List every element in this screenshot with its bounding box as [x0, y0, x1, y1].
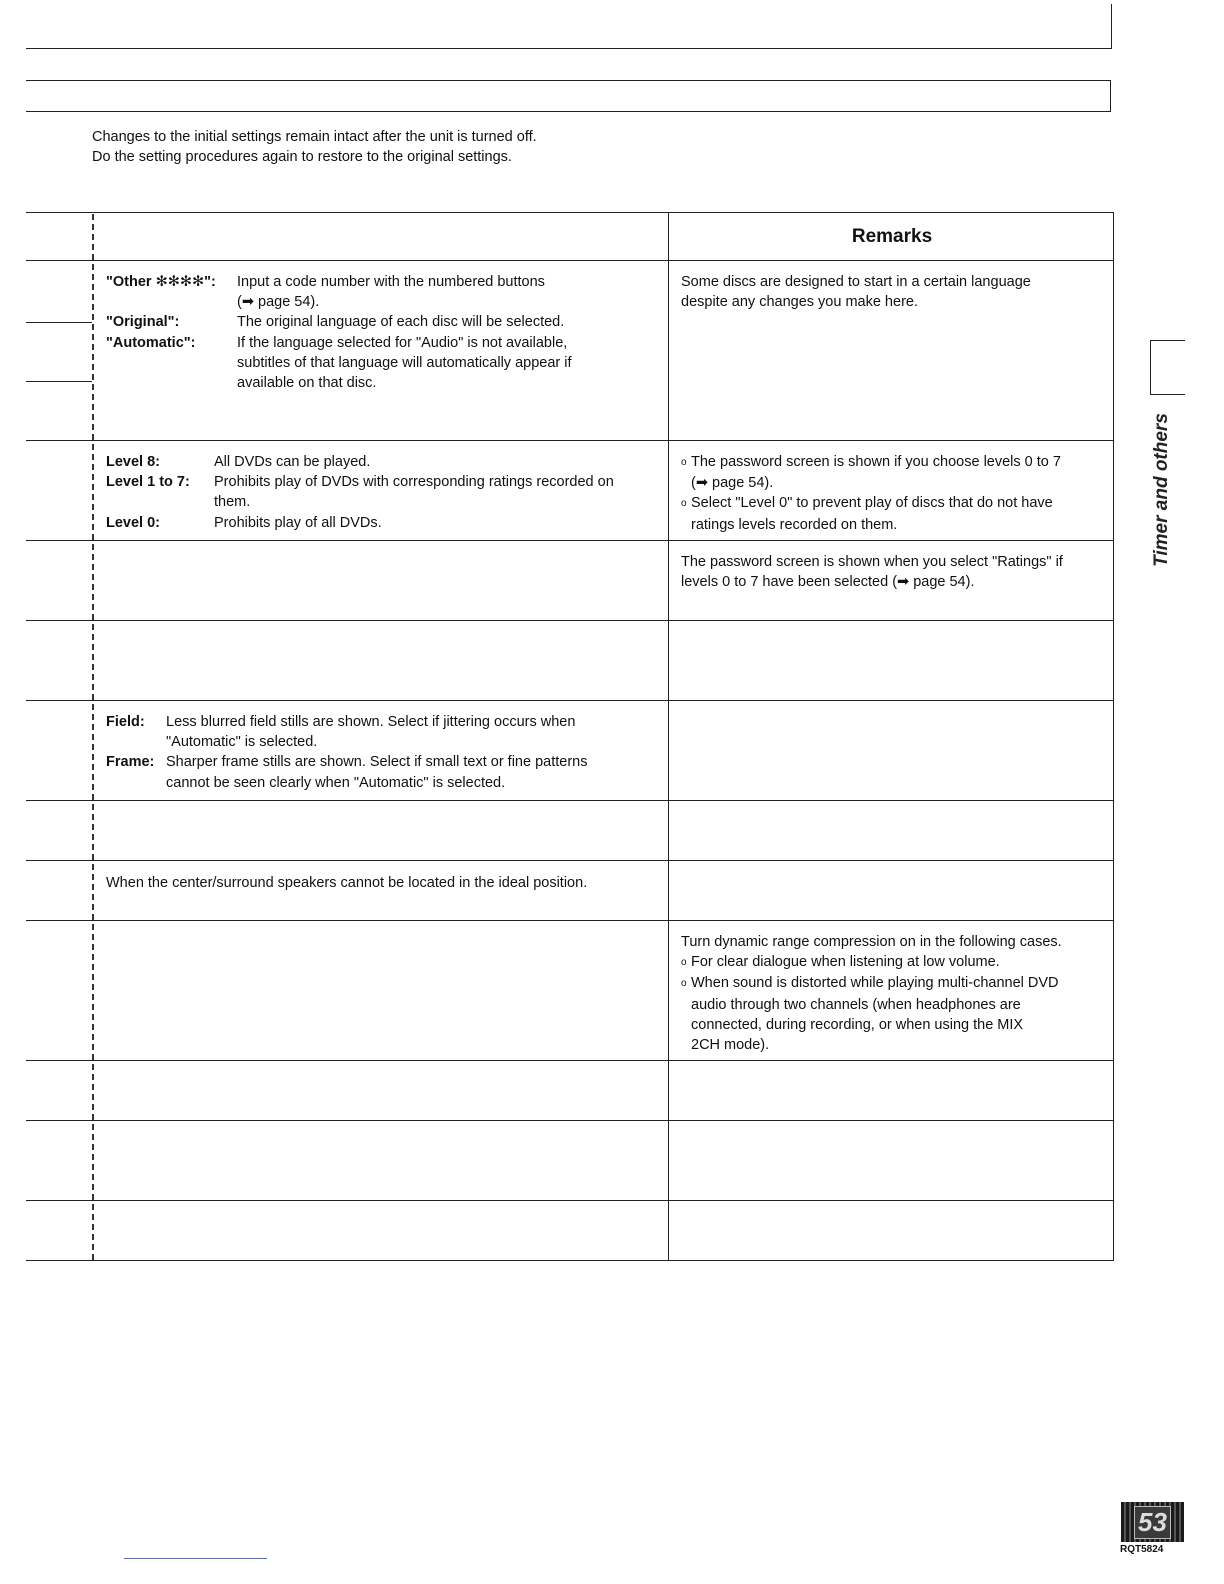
remark-text: The password screen is shown if you choose levels 0 to 7 [691, 454, 1061, 470]
option-label: "Other ✻✻✻✻": [106, 274, 216, 290]
remark-text: For clear dialogue when listening at low volume. [691, 954, 1000, 971]
option-text: subtitles of that language will automatically appear if [237, 354, 572, 371]
option-label: "Automatic": [106, 334, 196, 351]
remark-text: (➡ page 54). [691, 475, 774, 492]
option-other [106, 272, 666, 292]
remark-bullet-item [681, 452, 1111, 473]
password-remarks [681, 552, 1111, 592]
bullet-icon: o [681, 978, 687, 990]
option-level-0 [106, 513, 666, 533]
bottom-divider [124, 1558, 267, 1559]
table-rule [26, 1260, 1114, 1261]
option-label: Field: [106, 714, 145, 730]
remark-text: levels 0 to 7 have been selected (➡ page 54). [681, 574, 975, 591]
table-rule [26, 540, 1114, 541]
intro-line-2: Do the setting procedures again to restore to the original settings. [92, 149, 512, 165]
option-text: Input a code number with the numbered buttons [237, 274, 545, 290]
option-text: Sharper frame stills are shown. Select if small text or fine patterns [166, 754, 588, 771]
option-label: Frame: [106, 754, 155, 771]
option-other-cont [106, 292, 666, 312]
option-text: Prohibits play of all DVDs. [214, 514, 382, 531]
option-automatic [106, 333, 666, 353]
table-rule [26, 1120, 1114, 1121]
remark-text: ratings levels recorded on them. [691, 516, 898, 533]
option-text: "Automatic" is selected. [166, 734, 318, 751]
option-field-cont [106, 732, 666, 752]
page-number: 53 [1134, 1506, 1171, 1539]
remark-bullet-item [681, 973, 1111, 994]
table-rule [26, 260, 1114, 261]
language-options [106, 272, 666, 393]
ratings-options [106, 452, 666, 533]
remark-text: connected, during recording, or when using the MIX [691, 1016, 1024, 1033]
table-rule [26, 1060, 1114, 1061]
still-options [106, 712, 666, 793]
option-frame-cont [106, 773, 666, 793]
remark-text: Select "Level 0" to prevent play of discs that do not have [691, 495, 1053, 512]
remark-text: Some discs are designed to start in a certain language [681, 274, 1031, 290]
table-tick [26, 322, 92, 323]
option-text: cannot be seen clearly when "Automatic" is selected. [166, 774, 506, 791]
table-rule [26, 1200, 1114, 1201]
section-tab-label: Timer and others [1151, 413, 1172, 567]
speaker-text [106, 873, 666, 893]
bullet-icon: o [681, 457, 687, 468]
option-label: Level 8: [106, 454, 160, 470]
remark-text: despite any changes you make here. [681, 294, 918, 311]
option-text: Prohibits play of DVDs with corresponding ratings recorded on [214, 474, 614, 491]
option-automatic-cont [106, 373, 666, 393]
table-rule [26, 920, 1114, 921]
intro-line-1: Changes to the initial settings remain intact after the unit is turned off. [92, 129, 537, 145]
remark-text: 2CH mode). [691, 1037, 770, 1054]
option-text: Less blurred field stills are shown. Select if jittering occurs when [166, 714, 576, 730]
option-text: available on that disc. [237, 375, 377, 392]
option-field [106, 712, 666, 732]
option-original [106, 312, 666, 332]
table-right-edge [1113, 212, 1114, 1260]
remark-text: audio through two channels (when headphones are [691, 996, 1021, 1013]
title-band [26, 80, 1111, 112]
drc-remarks [681, 932, 1111, 1055]
option-label: "Original": [106, 314, 180, 331]
option-text: If the language selected for "Audio" is not available, [237, 334, 568, 351]
option-level-8 [106, 452, 666, 472]
ratings-remarks [681, 452, 1111, 535]
remark-bullet-item [681, 952, 1111, 973]
table-rule [26, 800, 1114, 801]
header-rule-top [26, 48, 1112, 49]
table-rule [26, 700, 1114, 701]
intro-text [92, 127, 537, 167]
header-rule-edge [1111, 4, 1112, 48]
remark-bullet-item [681, 493, 1111, 514]
table-tick [26, 381, 92, 382]
option-level-1-7-cont [106, 492, 666, 512]
table-rule [26, 440, 1114, 441]
option-label: Level 0: [106, 514, 160, 531]
bullet-icon: o [681, 498, 687, 510]
option-automatic-cont [106, 353, 666, 373]
remark-text: Turn dynamic range compression on in the following cases. [681, 934, 1062, 950]
option-text: (➡ page 54). [237, 294, 320, 311]
table-rule [26, 212, 1114, 213]
remarks-header: Remarks [851, 226, 933, 247]
option-label: Level 1 to 7: [106, 474, 190, 491]
table-rule [26, 620, 1114, 621]
option-text: All DVDs can be played. [214, 454, 371, 470]
section-tab-marker [1150, 340, 1185, 395]
option-frame [106, 752, 666, 772]
option-text: When the center/surround speakers cannot be located in the ideal position. [106, 875, 588, 891]
option-level-1-7 [106, 472, 666, 492]
option-text: The original language of each disc will be selected. [237, 314, 565, 331]
bullet-icon: o [681, 957, 687, 969]
document-code: RQT5824 [1120, 1544, 1164, 1555]
option-text: them. [214, 494, 251, 511]
table-dashed-divider [92, 214, 94, 1260]
remark-text: When sound is distorted while playing multi-channel DVD [691, 975, 1059, 992]
table-column-divider [668, 212, 669, 1260]
page-number-badge [1121, 1502, 1184, 1542]
table-rule [26, 860, 1114, 861]
remark-text: The password screen is shown when you select "Ratings" if [681, 554, 1063, 570]
language-remarks [681, 272, 1111, 312]
